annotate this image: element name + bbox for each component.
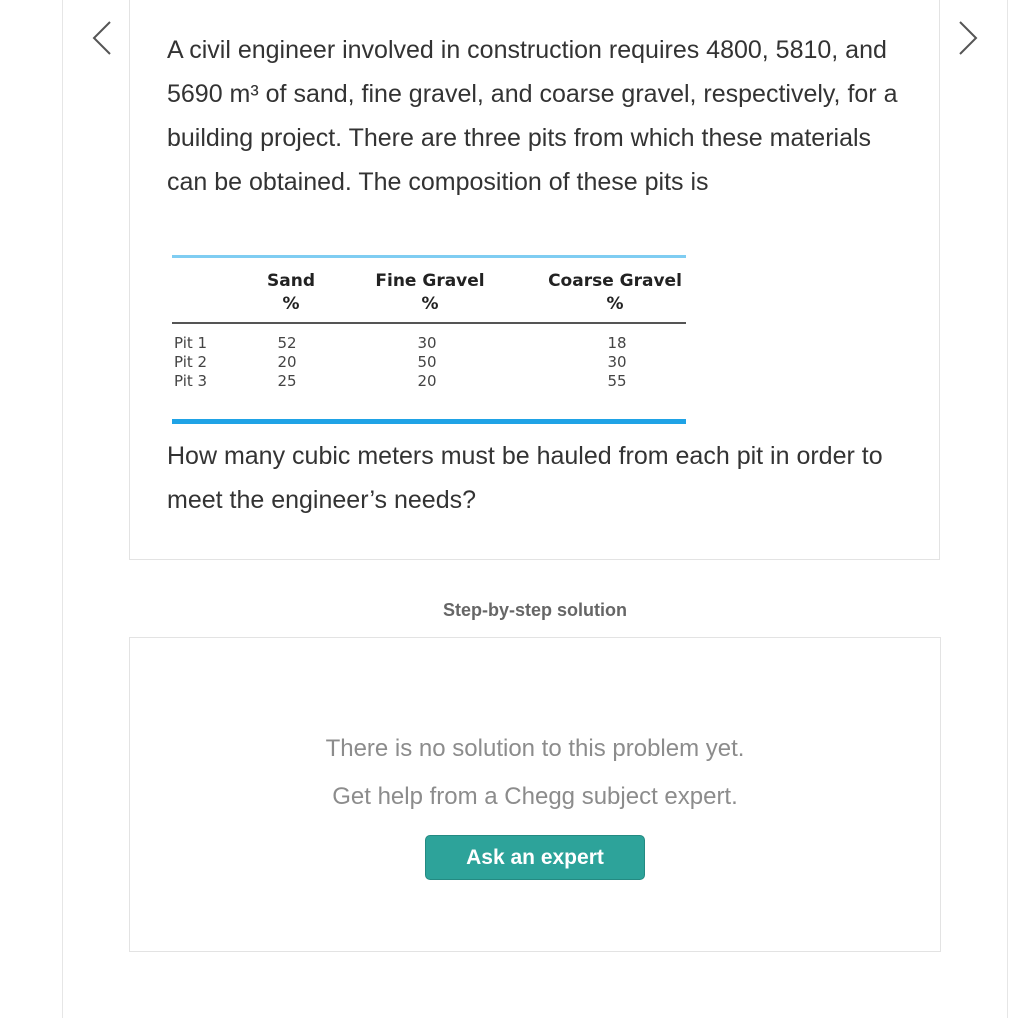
header-sand-label: Sand [267,271,315,291]
header-coarse-gravel [540,270,690,316]
cell-pit1-coarse: 18 [607,334,627,352]
cell-pit3-coarse: 55 [607,372,627,390]
table-rule-bottom [172,419,686,424]
frame-border-right [1007,0,1008,1018]
header-fine-gravel [360,270,500,316]
row-label-pit-1: Pit 1 [174,334,208,352]
header-coarse-gravel-unit: % [606,294,624,314]
frame-border-left [62,0,63,1018]
chevron-left-icon [84,18,124,58]
ask-expert-button[interactable]: Ask an expert [425,835,645,880]
chevron-right-icon [946,18,986,58]
row-label-pit-2: Pit 2 [174,353,208,371]
problem-question: How many cubic meters must be hauled from each pit in order to meet the engineer’s needs? [167,442,883,514]
table-rule-top [172,255,686,258]
cell-pit3-sand: 25 [277,372,297,390]
next-button[interactable] [946,18,986,58]
cell-pit2-fine: 50 [417,353,437,371]
header-coarse-gravel-label: Coarse Gravel [548,271,682,291]
solution-heading: Step-by-step solution [443,600,627,620]
previous-button[interactable] [84,18,124,58]
cell-pit2-sand: 20 [277,353,297,371]
expert-help-message: Get help from a Chegg subject expert. [332,783,738,810]
row-label-pit-3: Pit 3 [174,372,208,390]
cell-pit1-sand: 52 [277,334,297,352]
problem-statement: A civil engineer involved in construction requires 4800, 5810, and 5690 m³ of sand, fine gravel, and coarse gravel, respectively, for a building project. There are three pits from which these materials can be obtained. The composition of these pits is [167,36,898,196]
cell-pit2-coarse: 30 [607,353,627,371]
composition-table [172,255,686,425]
header-fine-gravel-unit: % [421,294,439,314]
table-rule-header [172,322,686,324]
header-sand-unit: % [282,294,300,314]
header-fine-gravel-label: Fine Gravel [375,271,485,291]
header-sand [252,270,330,316]
cell-pit1-fine: 30 [417,334,437,352]
no-solution-message: There is no solution to this problem yet. [325,735,745,762]
cell-pit3-fine: 20 [417,372,437,390]
